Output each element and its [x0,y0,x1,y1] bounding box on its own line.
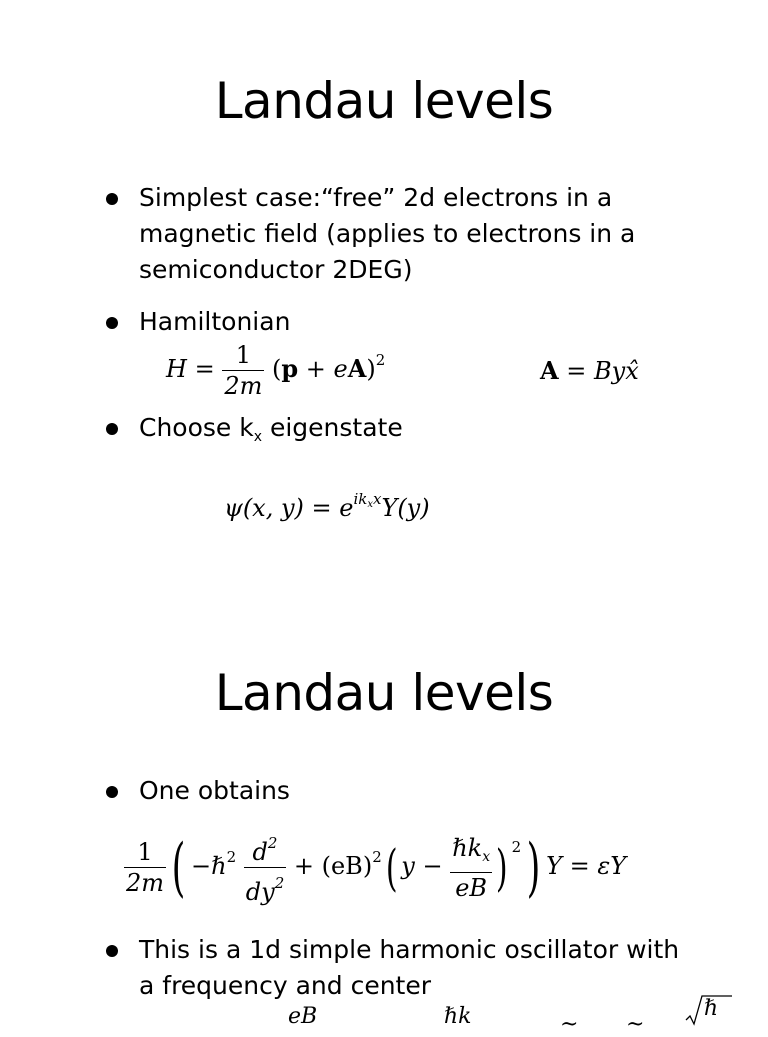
math-exponent: 2 [375,351,386,369]
math-rhs: Y(y) [381,494,430,522]
fraction-numerator: 1 [222,340,264,371]
slide-2-title: Landau levels [214,664,554,722]
math-operator: = [566,357,587,385]
fraction-numerator [244,828,286,868]
bullet-text: Hamiltonian [139,307,291,336]
math-fraction [244,828,286,907]
bullet-text-part: eigenstate [262,413,403,442]
math-paren: ) [366,355,376,383]
fraction-denominator: 2m [224,372,263,400]
math-fraction [124,837,166,898]
bullet-dot [106,317,118,329]
exponent-part: ik [353,490,368,508]
numerator-part: ℏk [452,833,483,862]
math-big-paren: ( [171,830,186,905]
bullet-line: a frequency and center [139,971,432,1000]
bullet-line: This is a 1d simple harmonic oscillator with [139,935,680,964]
fraction-denominator: eB [455,873,488,902]
math-operator: = [194,355,215,383]
math-exponent [353,490,381,508]
bullet-line: magnetic field (applies to electrons in a [139,219,636,248]
math-symbol: p [281,354,299,383]
bullet-subscript: x [253,429,263,445]
math-exponent: 2 [226,848,237,866]
math-rhs: Y = εY [546,852,627,880]
denominator-part: dy [245,878,275,906]
fraction-denominator [244,868,286,907]
cutoff-fragment: ~ [626,1012,645,1037]
math-term: −ℏ [191,852,227,880]
vector-potential-equation [540,356,639,385]
hamiltonian-equation [166,340,385,401]
math-big-paren: ) [526,830,541,905]
math-term: + (eB) [293,852,373,880]
exponent-subscript: x [367,499,373,510]
fraction-denominator: 2m [126,869,165,897]
math-symbol: A [347,354,367,383]
bullet-text [139,410,403,455]
bullet-text [139,932,679,1004]
math-exponent: 2 [267,834,278,852]
math-term: y − [401,852,443,880]
bullet-dot [106,193,118,205]
cutoff-hbar: ℏ [704,996,719,1021]
wavefunction-equation [224,490,430,522]
math-fraction [450,833,492,903]
math-lhs: ψ(x, y) = e [224,494,354,522]
slide-1-title: Landau levels [214,72,554,130]
math-paren: ) [495,838,508,897]
math-symbol: A [540,356,559,385]
cutoff-fragment: ~ [560,1012,579,1037]
bullet-dot [106,786,118,798]
bullet-text-part: Choose k [139,413,254,442]
math-symbol: e [333,355,348,383]
bullet-text [139,180,635,288]
bullet-line: semiconductor 2DEG) [139,255,413,284]
math-operator: + [305,355,326,383]
numerator-part: d [252,838,268,866]
schrodinger-equation [124,828,626,907]
fraction-numerator [450,833,492,873]
math-symbol: H [166,355,187,383]
exponent-part: x [373,490,382,508]
bullet-text: One obtains [139,776,290,805]
fraction-numerator: 1 [124,837,166,868]
math-exponent: 2 [372,848,382,866]
math-exponent: 2 [511,838,522,856]
math-paren: ( [272,355,282,383]
math-exponent: 2 [274,874,285,892]
math-paren: ( [385,838,398,897]
bullet-dot [106,945,118,957]
math-symbol: Byx̂ [594,357,639,385]
math-subscript: x [482,848,491,865]
slide-2 [0,592,768,1037]
cutoff-center-term: ℏk [444,1004,472,1029]
bullet-line: Simplest case:“free” 2d electrons in a [139,183,613,212]
bullet-dot [106,423,118,435]
cutoff-frequency-term: eB [288,1004,318,1029]
math-fraction [222,340,264,401]
